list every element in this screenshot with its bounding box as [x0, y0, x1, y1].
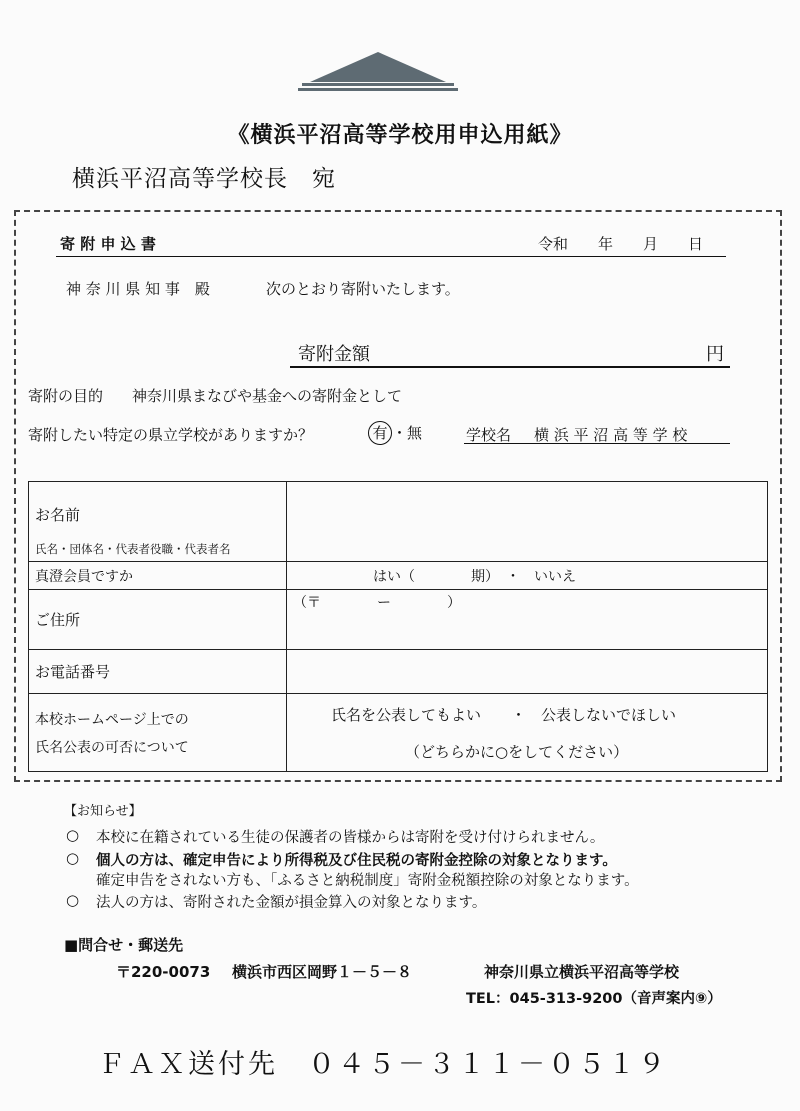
address-label: ご住所 — [29, 590, 287, 650]
phone-input-cell[interactable] — [287, 650, 768, 694]
school-name-label: 学校名 — [466, 426, 512, 444]
separator-dot: ・ — [392, 424, 408, 442]
table-row-name — [29, 482, 768, 562]
addressee: 横浜平沼高等学校長 宛 — [72, 166, 336, 192]
name-sublabel: 氏名・団体名・代表者役職・代表者名 — [35, 542, 231, 556]
name-input-cell[interactable] — [287, 482, 768, 562]
publish-options[interactable]: 氏名を公表してもよい ・ 公表しないでほしい — [331, 705, 677, 724]
notice-item-2b: 確定申告をされない方も、「ふるさと納税制度」寄附金税額控除の対象となります。 — [96, 873, 639, 889]
member-label: 真澄会員ですか — [29, 562, 287, 590]
publish-note: （どちらかに○をしてください） — [405, 742, 629, 761]
name-label-cell — [29, 482, 287, 562]
notice-bullet-2: ○ — [66, 849, 80, 867]
contact-tel: TEL：045-313-9200（音声案内⑨） — [466, 991, 722, 1007]
purpose-label: 寄附の目的 — [28, 387, 104, 405]
applicant-info-table — [28, 481, 768, 772]
page-title: 《横浜平沼高等学校用申込用紙》 — [227, 123, 573, 148]
table-row-address — [29, 590, 768, 650]
publish-label-line1: 本校ホームページ上での — [35, 711, 189, 728]
date-label: 令和 年 月 日 — [538, 235, 704, 253]
name-label: お名前 — [35, 506, 81, 524]
table-row-publish — [29, 694, 768, 772]
address-input-cell[interactable] — [287, 590, 768, 650]
publish-options-cell[interactable] — [287, 694, 768, 772]
notice-bullet-1: ○ — [66, 826, 80, 844]
amount-label: 寄附金額 — [298, 344, 370, 365]
purpose-value: 神奈川県まなびや基金への寄附金として — [132, 387, 403, 405]
notice-heading: 【お知らせ】 — [64, 804, 142, 819]
school-yes-no[interactable] — [368, 421, 422, 445]
no-option[interactable]: 無 — [407, 424, 423, 442]
contact-address: 横浜市西区岡野１－５－８ — [232, 963, 413, 981]
contact-heading: ■問合せ・郵送先 — [64, 936, 184, 954]
notice-item-1: 本校に在籍されている生徒の保護者の皆様からは寄附を受け付けられません。 — [96, 830, 605, 846]
recipient: 神 奈 川 県 知 事 殿 — [66, 280, 210, 298]
table-row-phone — [29, 650, 768, 694]
postal-code-field[interactable]: （〒 ー ） — [293, 595, 461, 611]
table-row-member — [29, 562, 768, 590]
yes-option-circled[interactable]: 有 — [368, 421, 392, 445]
publish-label-line2: 氏名公表の可否について — [35, 739, 189, 756]
notice-item-2: 個人の方は、確定申告により所得税及び住民税の寄附金控除の対象となります。 — [96, 853, 617, 869]
contact-postal: 〒220-0073 — [116, 963, 211, 981]
notice-item-3: 法人の方は、寄附された金額が損金算入の対象となります。 — [96, 895, 487, 911]
publish-label-cell — [29, 694, 287, 772]
phone-label: お電話番号 — [29, 650, 287, 694]
form-heading: 寄 附 申 込 書 — [60, 235, 156, 253]
notice-bullet-3: ○ — [66, 891, 80, 909]
statement: 次のとおり寄附いたします。 — [266, 280, 460, 298]
form-header-line — [56, 256, 726, 257]
school-question: 寄附したい特定の県立学校がありますか？ — [28, 426, 314, 444]
member-options[interactable]: はい（ 期） ・ いいえ — [287, 562, 768, 590]
amount-underline — [290, 366, 730, 368]
contact-school: 神奈川県立横浜平沼高等学校 — [484, 963, 680, 981]
fax-number: ＦＡＸ送付先 ０４５－３１１－０５１９ — [98, 1049, 668, 1080]
school-name-value: 横 浜 平 沼 高 等 学 校 — [534, 426, 688, 444]
amount-unit: 円 — [706, 344, 724, 365]
school-logo-triangle — [298, 52, 458, 94]
